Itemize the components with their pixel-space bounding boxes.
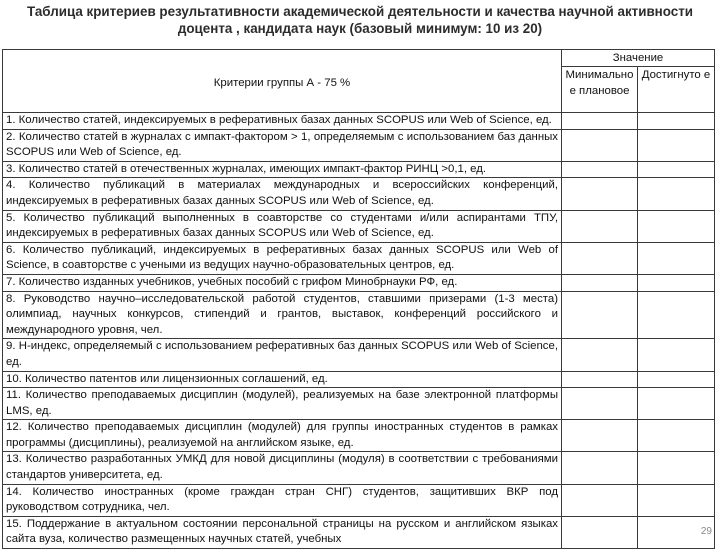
criterion-text: 12. Количество преподаваемых дисциплин (модулей) для группы иностранных студентов в рамках программы (дисциплины), реализуемой на английском языке, ед. <box>3 420 562 452</box>
criterion-text: 9. Н-индекс, определяемый с использованием реферативных баз данных SCOPUS или Web of Science, ед. <box>3 339 562 371</box>
min-planned-cell <box>562 484 638 516</box>
criterion-row <box>3 178 715 210</box>
value-header: Значение <box>562 50 715 67</box>
achieved-cell <box>638 452 715 484</box>
min-planned-cell <box>562 161 638 178</box>
min-planned-cell <box>562 420 638 452</box>
criterion-text: 6. Количество публикаций, индексируемых в реферативных базах данных SCOPUS или Web of Science, в соавторстве с учеными из ведущих научно-образовательных центров, ед. <box>3 242 562 274</box>
criterion-text: 7. Количество изданных учебников, учебных пособий с грифом Минобрнауки РФ, ед. <box>3 274 562 291</box>
min-planned-cell <box>562 371 638 388</box>
achieved-header: Достигнуто е <box>638 67 715 113</box>
min-planned-cell <box>562 129 638 161</box>
min-planned-cell <box>562 339 638 371</box>
group-a-header: Критерии группы А - 75 % <box>3 50 562 113</box>
criterion-row <box>3 129 715 161</box>
min-planned-cell <box>562 210 638 242</box>
criterion-row <box>3 274 715 291</box>
criterion-row <box>3 161 715 178</box>
achieved-cell <box>638 371 715 388</box>
achieved-cell <box>638 291 715 339</box>
min-planned-cell <box>562 291 638 339</box>
criterion-row <box>3 113 715 130</box>
criterion-row <box>3 484 715 516</box>
criterion-row <box>3 291 715 339</box>
achieved-cell <box>638 129 715 161</box>
criterion-text: 5. Количество публикаций выполненных в соавторстве со студентами и/или аспирантами ТПУ, индексируемых в реферативных базах данных SCOPUS или Web of Science, ед. <box>3 210 562 242</box>
min-planned-cell <box>562 242 638 274</box>
title-line-2: доцента , кандидата наук (базовый минимум: 10 из 20) <box>177 21 543 36</box>
achieved-cell <box>638 178 715 210</box>
criterion-row <box>3 516 715 548</box>
achieved-cell <box>638 161 715 178</box>
criterion-text: 14. Количество иностранных (кроме граждан стран СНГ) студентов, защитивших ВКР под руководством сотрудника, чел. <box>3 484 562 516</box>
criterion-text: 13. Количество разработанных УМКД для новой дисциплины (модуля) в соответствии с требованиями стандартов университета, ед. <box>3 452 562 484</box>
page-title <box>0 3 720 37</box>
min-planned-cell <box>562 516 638 548</box>
criterion-text: 11. Количество преподаваемых дисциплин (модулей), реализуемых на базе электронной платформы LMS, ед. <box>3 388 562 420</box>
min-planned-header: Минимально е плановое <box>562 67 638 113</box>
criterion-row <box>3 420 715 452</box>
title-line-1: Таблица критериев результативности академической деятельности и качества научной активности <box>26 4 694 19</box>
min-planned-cell <box>562 388 638 420</box>
achieved-cell <box>638 210 715 242</box>
criterion-text: 3. Количество статей в отечественных журналах, имеющих импакт-фактор РИНЦ >0,1, ед. <box>3 161 562 178</box>
achieved-cell <box>638 388 715 420</box>
criterion-text: 15. Поддержание в актуальном состоянии персональной страницы на русском и английском языках сайта вуза, количество размещенных научных статей, учебных <box>3 516 562 548</box>
achieved-cell <box>638 484 715 516</box>
min-planned-cell <box>562 274 638 291</box>
criteria-table-body <box>3 50 715 549</box>
criterion-row <box>3 452 715 484</box>
achieved-cell <box>638 339 715 371</box>
achieved-cell <box>638 420 715 452</box>
min-planned-cell <box>562 113 638 130</box>
criterion-text: 8. Руководство научно–исследовательской работой студентов, ставшими призерами (1-3 места) олимпиад, научных конкурсов, стипендий и грантов, выставок, конференций российского и международного уровня, чел. <box>3 291 562 339</box>
criterion-text: 1. Количество статей, индексируемых в реферативных базах данных SCOPUS или Web of Science, ед. <box>3 113 562 130</box>
criterion-text: 10. Количество патентов или лицензионных соглашений, ед. <box>3 371 562 388</box>
criterion-row <box>3 242 715 274</box>
min-planned-cell <box>562 452 638 484</box>
criterion-row <box>3 388 715 420</box>
criterion-row <box>3 371 715 388</box>
achieved-cell <box>638 242 715 274</box>
min-planned-cell <box>562 178 638 210</box>
criterion-row <box>3 210 715 242</box>
criterion-text: 4. Количество публикаций в материалах международных и всероссийских конференций, индексируемых в реферативных базах данных SCOPUS или Web of Science, ед. <box>3 178 562 210</box>
page-number: 29 <box>700 526 712 537</box>
achieved-cell <box>638 113 715 130</box>
criteria-table <box>2 49 715 549</box>
criterion-row <box>3 339 715 371</box>
header-row-1 <box>3 50 715 67</box>
criterion-text: 2. Количество статей в журналах с импакт-фактором > 1, определяемым с использованием баз данных SCOPUS или Web of Science, ед. <box>3 129 562 161</box>
achieved-cell <box>638 274 715 291</box>
